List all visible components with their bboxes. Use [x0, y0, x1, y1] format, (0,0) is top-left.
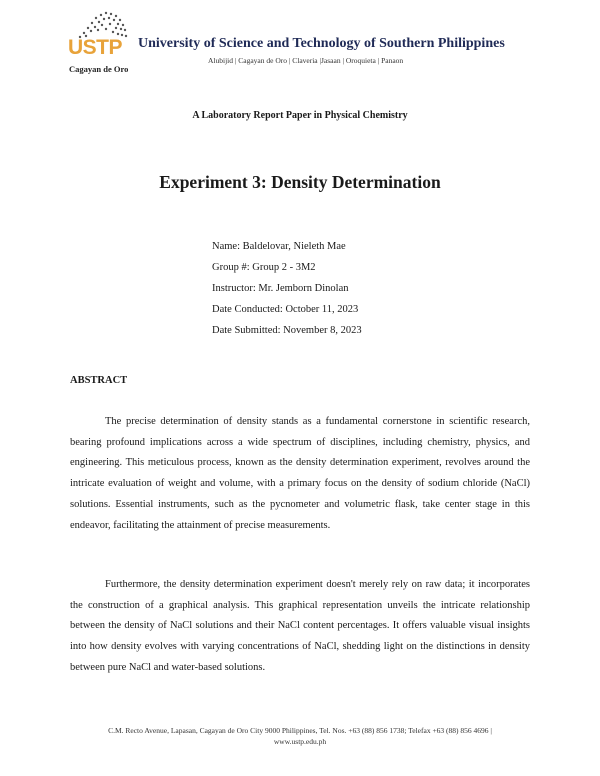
footer-address: C.M. Recto Avenue, Lapasan, Cagayan de Oro City 9000 Philippines, Tel. Nos. +63 (88) 856 1738; Telefax +63 (88) 856 4696 | — [108, 726, 492, 735]
detail-instructor: Instructor: Mr. Jemborn Dinolan — [212, 283, 349, 294]
logo-wordmark: USTP — [68, 36, 123, 59]
campus-list: Alubijid | Cagayan de Oro | Claveria |Jasaan | Oroquieta | Panaon — [208, 56, 404, 65]
detail-date-submitted: Date Submitted: November 8, 2023 — [212, 325, 362, 336]
page-title: Experiment 3: Density Determination — [159, 172, 441, 192]
footer-website: www.ustp.edu.ph — [273, 737, 327, 746]
detail-date-conducted: Date Conducted: October 11, 2023 — [212, 304, 359, 315]
report-type: A Laboratory Report Paper in Physical Chemistry — [192, 110, 408, 121]
abstract-heading: ABSTRACT — [70, 375, 128, 386]
report-details — [212, 236, 362, 341]
page-footer — [0, 725, 600, 747]
ustp-logo — [66, 10, 136, 76]
abstract-paragraph: The precise determination of density stands as a fundamental cornerstone in scientific research, bearing profound implications across a wide spectrum of disciplines, including chemistry, physics, and engineering. This meticulous process, known as the density determination experiment, revolves around the intricate evaluation of weight and volume, with a primary focus on the density of sodium chloride (NaCl) solutions. Essential instruments, such as the pycnometer and volumetric flask, take center stage in this endeavor, facilitating the attainment of precise measurements. — [70, 416, 530, 531]
university-name: University of Science and Technology of Southern Philippines — [138, 36, 505, 51]
logo-city: Cagayan de Oro — [69, 64, 129, 74]
detail-name: Name: Baldelovar, Nieleth Mae — [212, 241, 346, 252]
detail-group: Group #: Group 2 - 3M2 — [212, 262, 316, 273]
abstract-paragraph: Furthermore, the density determination experiment doesn't merely rely on raw data; it incorporates the construction of a graphical analysis. This graphical representation unveils the intricate relationship between the density of NaCl solutions and their NaCl content percentages. It offers valuable visual insights into how density evolves with varying concentrations of NaCl, shedding light on the distinctions in density between pure NaCl and water-based solutions. — [70, 579, 530, 673]
